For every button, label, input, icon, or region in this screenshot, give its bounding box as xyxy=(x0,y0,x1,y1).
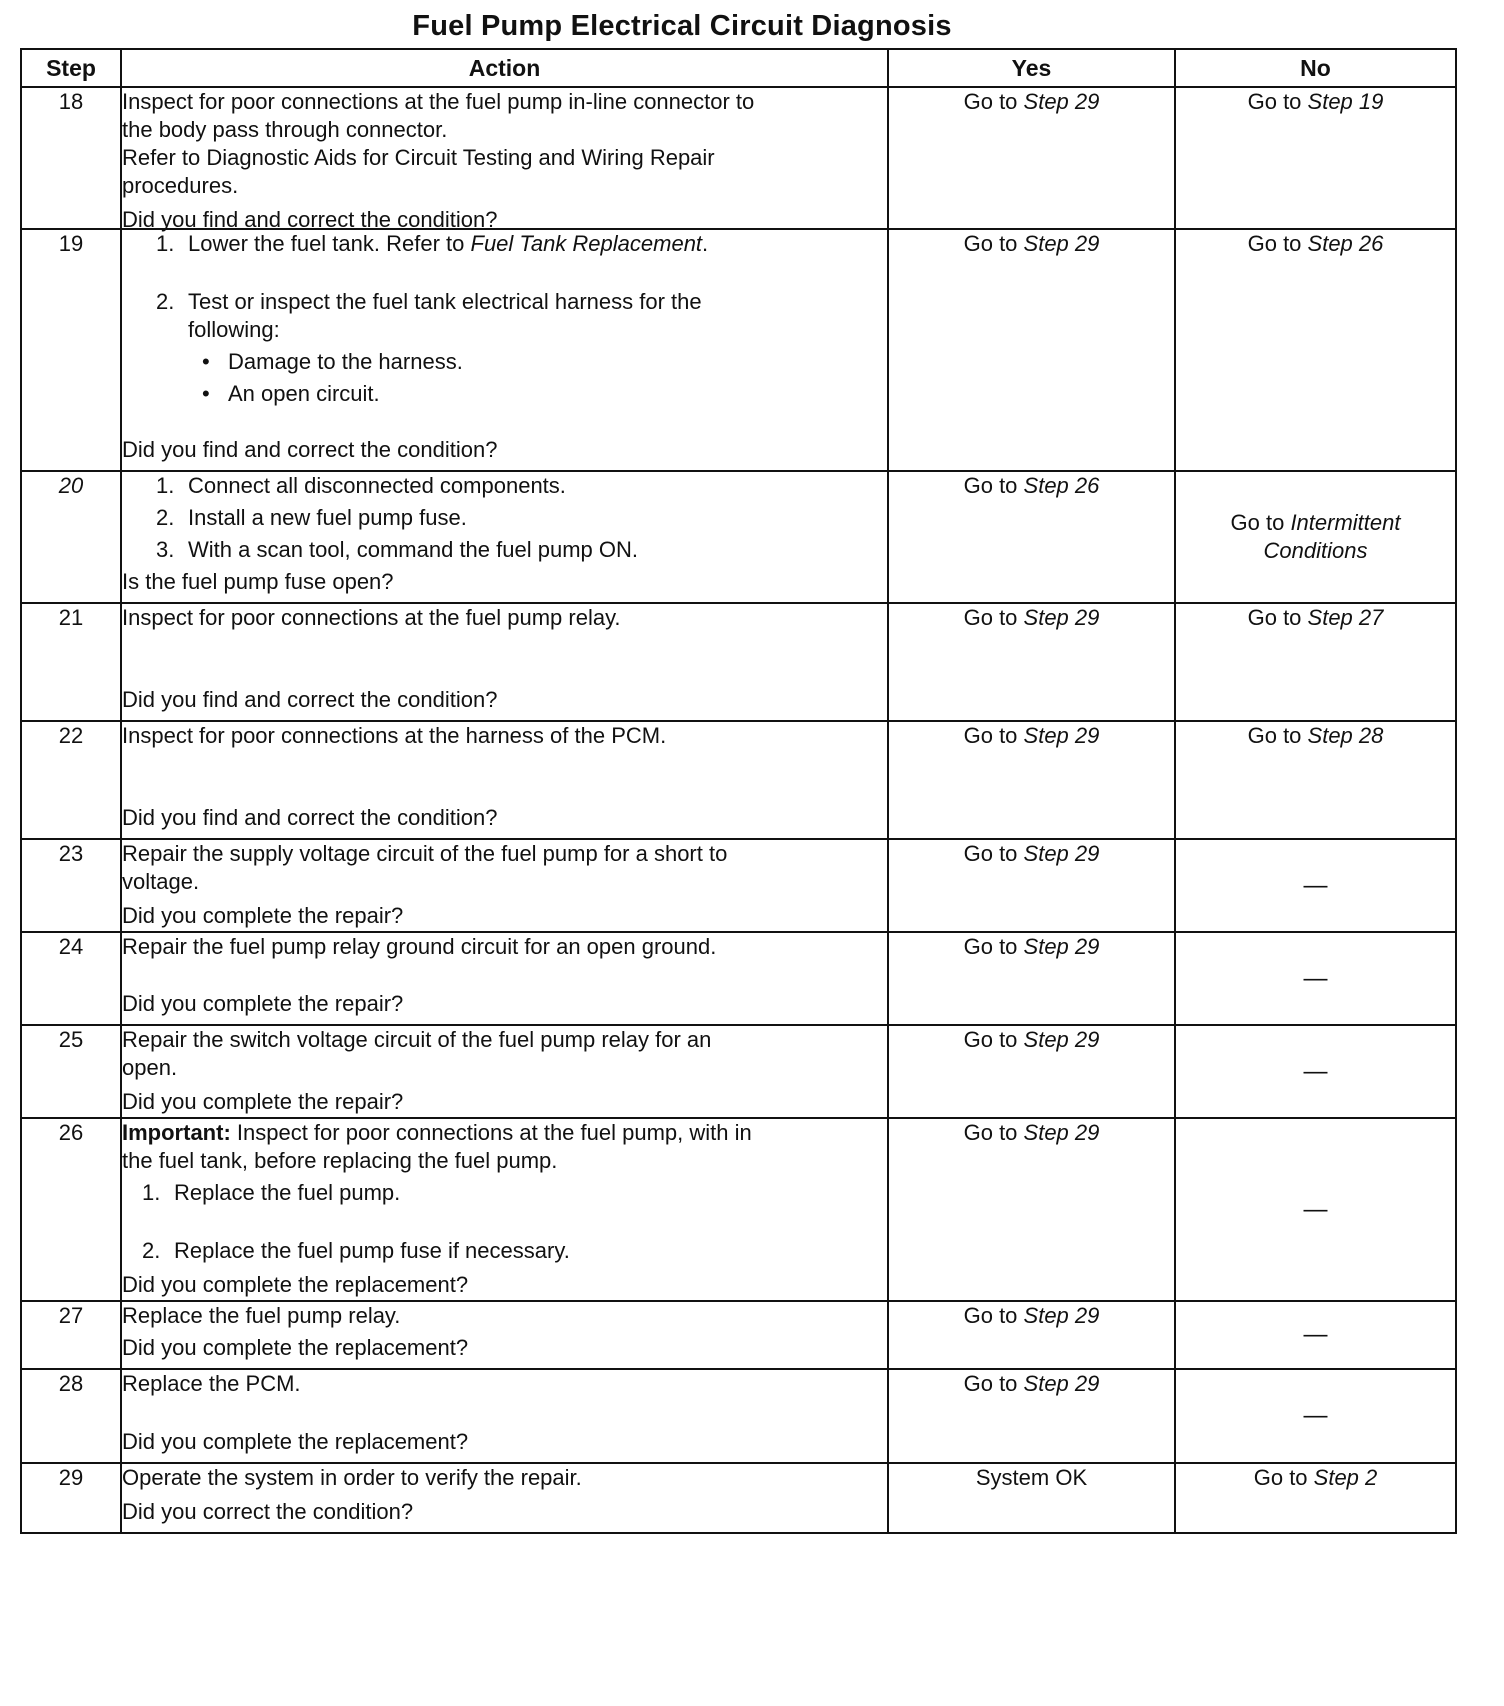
item-number: 2. xyxy=(156,505,175,530)
no-cell xyxy=(1175,87,1456,229)
action-question: Did you complete the replacement? xyxy=(122,1429,469,1454)
numbered-item xyxy=(122,288,887,344)
step-link[interactable]: Step 26 xyxy=(1307,231,1384,256)
yes-cell xyxy=(888,1025,1175,1118)
table-row-step-23 xyxy=(21,839,1456,932)
no-dash: — xyxy=(1303,1195,1328,1223)
no-dash: — xyxy=(1303,1402,1328,1429)
goto-prefix: Go to xyxy=(963,473,1024,498)
procedure-link[interactable]: Intermittent xyxy=(1290,510,1401,535)
numbered-item xyxy=(122,504,887,532)
step-link[interactable]: Step 29 xyxy=(1023,1120,1100,1145)
table-row-step-19 xyxy=(21,229,1456,471)
item-number: 1. xyxy=(156,231,175,256)
important-label: Important: xyxy=(122,1120,231,1145)
step-link[interactable]: Step 29 xyxy=(1023,723,1100,748)
goto-prefix: Go to xyxy=(963,231,1024,256)
item-number: 1. xyxy=(142,1180,161,1205)
goto-prefix: Go to xyxy=(963,1371,1024,1396)
table-row-step-24 xyxy=(21,932,1456,1025)
item-number: 2. xyxy=(142,1238,161,1263)
diagnosis-table xyxy=(20,48,1457,1534)
action-question: Did you correct the condition? xyxy=(122,1499,414,1524)
item-text: Test or inspect the fuel tank electrical harness for the xyxy=(188,289,702,314)
goto-prefix: Go to xyxy=(1247,723,1308,748)
no-cell xyxy=(1175,721,1456,839)
step-number: 25 xyxy=(21,1025,121,1118)
action-text: Inspect for poor connections at the harness of the PCM. xyxy=(122,723,667,748)
page-title: Fuel Pump Electrical Circuit Diagnosis xyxy=(412,10,952,42)
no-cell xyxy=(1175,603,1456,721)
goto-prefix: Go to xyxy=(1247,231,1308,256)
item-number: 1. xyxy=(156,473,175,498)
goto-prefix: Go to xyxy=(963,841,1024,866)
action-question: Did you complete the repair? xyxy=(122,1089,404,1114)
action-text: Inspect for poor connections at the fuel pump relay. xyxy=(122,605,621,630)
yes-cell xyxy=(888,1369,1175,1463)
step-number: 20 xyxy=(21,471,121,603)
action-cell xyxy=(121,603,888,721)
action-question: Did you find and correct the condition? xyxy=(122,437,498,462)
step-number: 24 xyxy=(21,932,121,1025)
important-text: the fuel tank, before replacing the fuel pump. xyxy=(122,1148,558,1173)
action-cell xyxy=(121,1463,888,1533)
item-suffix: . xyxy=(702,231,709,256)
yes-cell xyxy=(888,839,1175,932)
item-text: Replace the fuel pump fuse if necessary. xyxy=(174,1238,570,1263)
step-link[interactable]: Step 29 xyxy=(1023,231,1100,256)
goto-prefix: Go to xyxy=(1253,1465,1314,1490)
numbered-item xyxy=(122,230,887,258)
action-question: Did you complete the repair? xyxy=(122,903,404,928)
header-yes: Yes xyxy=(888,49,1175,87)
action-cell xyxy=(121,839,888,932)
table-row-step-28 xyxy=(21,1369,1456,1463)
goto-prefix: Go to xyxy=(963,89,1024,114)
item-text: following: xyxy=(188,317,280,342)
no-dash: — xyxy=(1303,1321,1328,1348)
step-number: 19 xyxy=(21,229,121,471)
action-text: Inspect for poor connections at the fuel pump in-line connector to xyxy=(122,89,755,114)
action-text: voltage. xyxy=(122,869,200,894)
bullet-item xyxy=(122,348,887,376)
bullet-text: An open circuit. xyxy=(228,381,380,406)
table-row-step-21 xyxy=(21,603,1456,721)
bullet-icon: • xyxy=(202,381,210,406)
action-cell xyxy=(121,1118,888,1301)
step-link[interactable]: Step 2 xyxy=(1313,1465,1378,1490)
item-text: With a scan tool, command the fuel pump ON. xyxy=(188,537,638,562)
goto-prefix: Go to xyxy=(963,723,1024,748)
step-link[interactable]: Step 29 xyxy=(1023,841,1100,866)
numbered-item xyxy=(122,1237,887,1265)
header-action: Action xyxy=(121,49,888,87)
item-text: Install a new fuel pump fuse. xyxy=(188,505,467,530)
action-text: Refer to Diagnostic Aids for Circuit Testing and Wiring Repair xyxy=(122,145,715,170)
no-dash: — xyxy=(1303,871,1328,899)
header-step: Step xyxy=(21,49,121,87)
action-cell xyxy=(121,1369,888,1463)
numbered-item xyxy=(122,472,887,500)
action-text: open. xyxy=(122,1055,178,1080)
action-text: Replace the PCM. xyxy=(122,1371,301,1396)
no-dash: — xyxy=(1303,1057,1328,1085)
item-number: 3. xyxy=(156,537,175,562)
no-cell xyxy=(1175,229,1456,471)
no-cell xyxy=(1175,471,1456,603)
goto-prefix: Go to xyxy=(1247,89,1308,114)
action-cell xyxy=(121,721,888,839)
step-number: 26 xyxy=(21,1118,121,1301)
step-number: 29 xyxy=(21,1463,121,1533)
no-cell xyxy=(1175,839,1456,932)
step-link[interactable]: Step 27 xyxy=(1307,605,1384,630)
table-row-step-26 xyxy=(21,1118,1456,1301)
action-cell xyxy=(121,932,888,1025)
action-text: Replace the fuel pump relay. xyxy=(122,1303,401,1328)
step-link[interactable]: Step 29 xyxy=(1023,1303,1100,1328)
action-text: Repair the supply voltage circuit of the fuel pump for a short to xyxy=(122,841,728,866)
step-link[interactable]: Step 28 xyxy=(1307,723,1384,748)
action-question: Did you find and correct the condition? xyxy=(122,805,498,830)
item-number: 2. xyxy=(156,289,175,314)
bullet-icon: • xyxy=(202,349,210,374)
goto-prefix: Go to xyxy=(1247,605,1308,630)
action-cell xyxy=(121,1025,888,1118)
table-row-step-27 xyxy=(21,1301,1456,1369)
action-cell xyxy=(121,87,888,232)
no-cell xyxy=(1175,1301,1456,1369)
table-row-step-25 xyxy=(21,1025,1456,1118)
yes-cell xyxy=(888,1118,1175,1301)
step-number: 21 xyxy=(21,603,121,721)
action-question: Is the fuel pump fuse open? xyxy=(122,569,394,594)
header-row xyxy=(21,49,1456,87)
header-no: No xyxy=(1175,49,1456,87)
procedure-link-cont[interactable]: Conditions xyxy=(1263,538,1368,563)
step-link[interactable]: Step 29 xyxy=(1023,89,1100,114)
no-dash: — xyxy=(1303,964,1328,992)
yes-cell xyxy=(888,932,1175,1025)
goto-prefix: Go to xyxy=(963,1027,1024,1052)
no-cell xyxy=(1175,932,1456,1025)
no-cell xyxy=(1175,1025,1456,1118)
yes-cell xyxy=(888,603,1175,721)
goto-prefix: Go to xyxy=(963,1303,1024,1328)
table-row-step-22 xyxy=(21,721,1456,839)
important-text: Inspect for poor connections at the fuel pump, with in xyxy=(230,1120,752,1145)
yes-cell xyxy=(888,229,1175,471)
goto-prefix: Go to xyxy=(1230,510,1291,535)
item-text: Connect all disconnected components. xyxy=(188,473,566,498)
action-cell xyxy=(121,229,888,471)
action-question: Did you find and correct the condition? xyxy=(122,687,498,712)
yes-cell xyxy=(888,1301,1175,1369)
action-question: Did you find and correct the condition? xyxy=(122,207,498,232)
procedure-link[interactable]: Fuel Tank Replacement xyxy=(470,231,703,256)
no-cell xyxy=(1175,1369,1456,1463)
step-number: 18 xyxy=(21,87,121,229)
table-row-step-20 xyxy=(21,471,1456,603)
step-link[interactable]: Step 19 xyxy=(1307,89,1384,114)
yes-cell xyxy=(888,721,1175,839)
step-number: 22 xyxy=(21,721,121,839)
bullet-item xyxy=(122,380,887,408)
numbered-item xyxy=(122,536,887,564)
no-cell xyxy=(1175,1463,1456,1533)
action-question: Did you complete the replacement? xyxy=(122,1272,469,1297)
result-text: System OK xyxy=(975,1465,1088,1490)
step-link[interactable]: Step 26 xyxy=(1023,473,1100,498)
action-cell xyxy=(121,471,888,603)
step-link[interactable]: Step 29 xyxy=(1023,1371,1100,1396)
action-text: Repair the fuel pump relay ground circuit for an open ground. xyxy=(122,934,717,959)
step-number: 27 xyxy=(21,1301,121,1369)
step-link[interactable]: Step 29 xyxy=(1023,934,1100,959)
action-question: Did you complete the replacement? xyxy=(122,1335,469,1360)
action-text: the body pass through connector. xyxy=(122,117,448,142)
table-row-step-29 xyxy=(21,1463,1456,1533)
action-text: procedures. xyxy=(122,173,239,198)
item-text: Replace the fuel pump. xyxy=(174,1180,401,1205)
no-cell xyxy=(1175,1118,1456,1301)
goto-prefix: Go to xyxy=(963,934,1024,959)
yes-cell xyxy=(888,471,1175,603)
action-question: Did you complete the repair? xyxy=(122,991,404,1016)
goto-prefix: Go to xyxy=(963,605,1024,630)
bullet-text: Damage to the harness. xyxy=(228,349,463,374)
action-text: Repair the switch voltage circuit of the fuel pump relay for an xyxy=(122,1027,712,1052)
action-cell xyxy=(121,1301,888,1369)
yes-cell xyxy=(888,1463,1175,1533)
goto-prefix: Go to xyxy=(963,1120,1024,1145)
action-text: Operate the system in order to verify the repair. xyxy=(122,1465,582,1490)
step-number: 23 xyxy=(21,839,121,932)
step-link[interactable]: Step 29 xyxy=(1023,1027,1100,1052)
step-link[interactable]: Step 29 xyxy=(1023,605,1100,630)
step-number: 28 xyxy=(21,1369,121,1463)
table-row-step-18 xyxy=(21,87,1456,229)
numbered-item xyxy=(122,1179,887,1207)
yes-cell xyxy=(888,87,1175,229)
item-text: Lower the fuel tank. Refer to xyxy=(188,231,471,256)
